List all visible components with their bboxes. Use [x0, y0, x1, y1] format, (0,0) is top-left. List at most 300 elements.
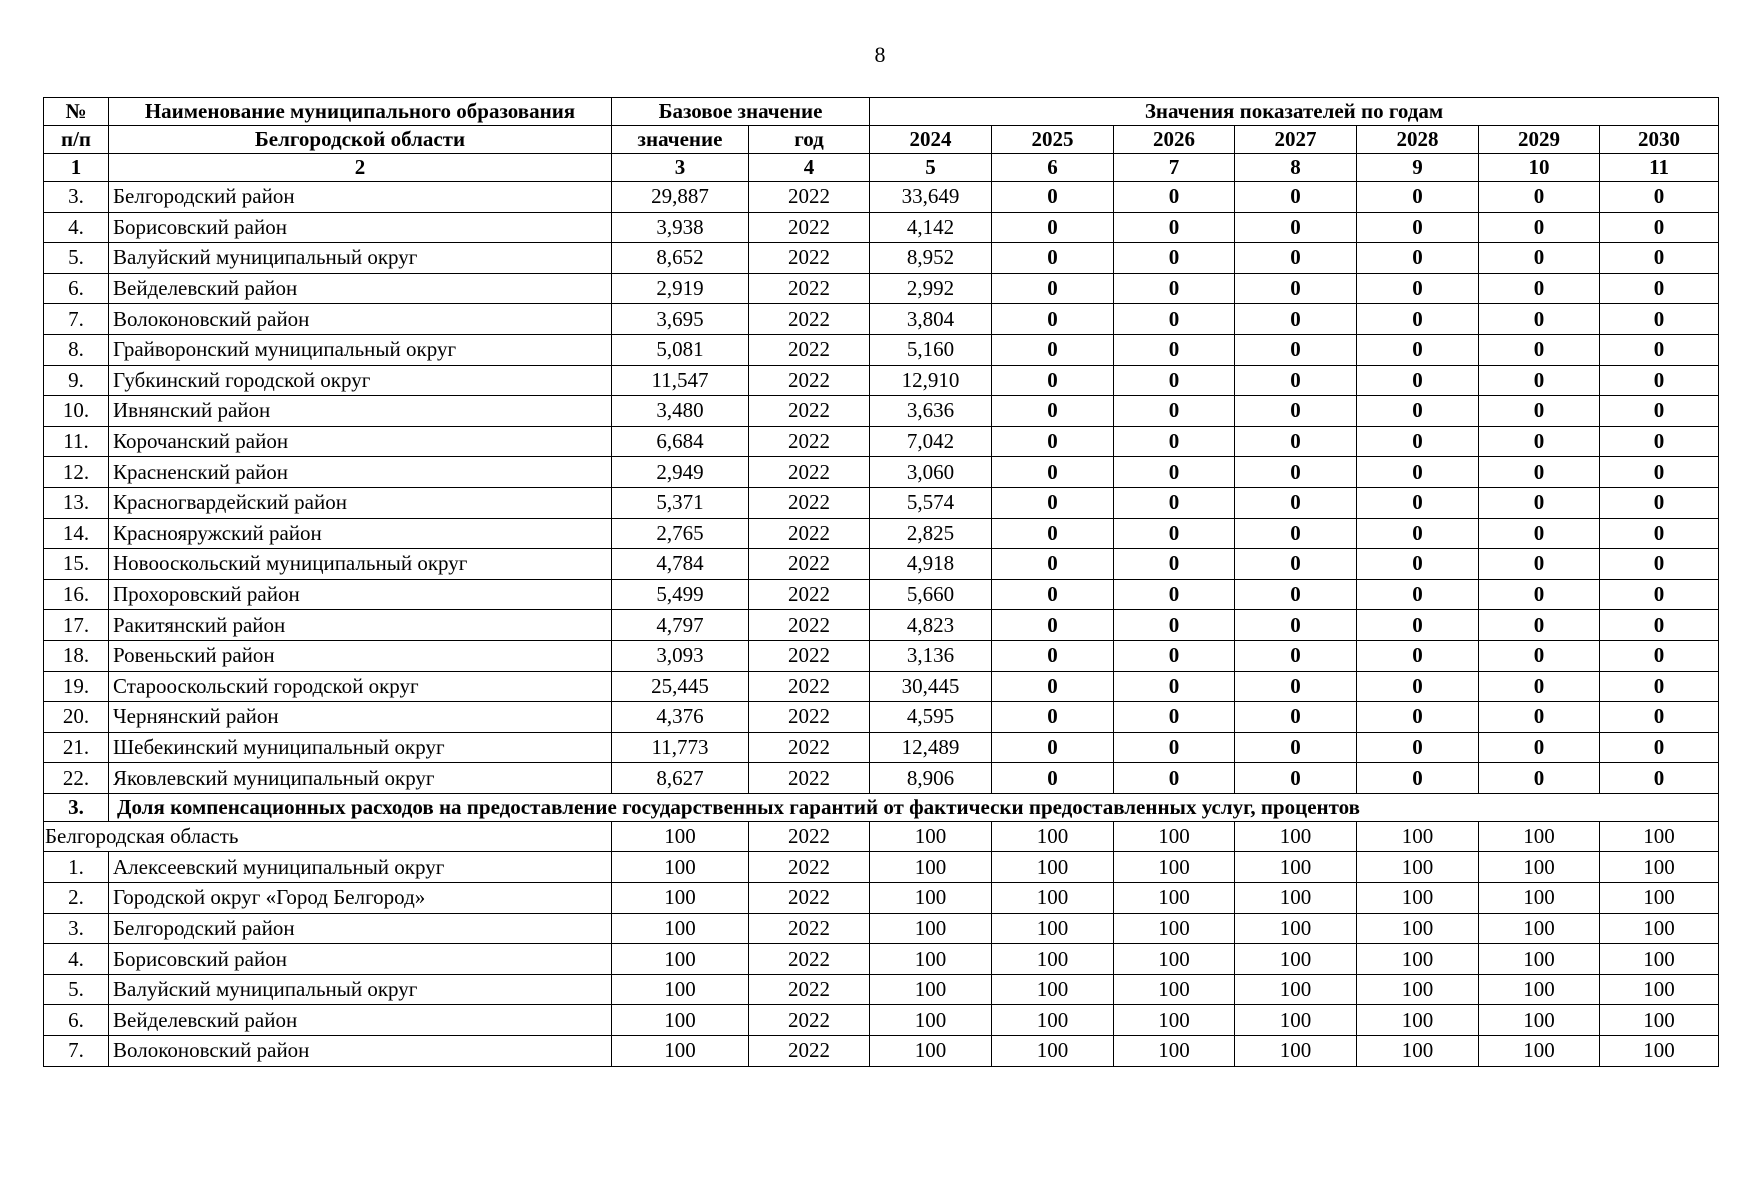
base-value: 3,093: [612, 640, 749, 671]
municipality-name: Краснояружский район: [109, 518, 612, 549]
base-year: 2022: [749, 457, 870, 488]
year-value: 8,906: [870, 763, 992, 794]
municipality-name: Городской округ «Город Белгород»: [109, 883, 612, 914]
year-value: 0: [1600, 365, 1719, 396]
base-value: 4,784: [612, 549, 749, 580]
year-value: 5,660: [870, 579, 992, 610]
year-value: 100: [1114, 913, 1235, 944]
year-value: 0: [1235, 334, 1357, 365]
year-value: 100: [870, 1005, 992, 1036]
year-value: 0: [1114, 212, 1235, 243]
base-year: 2022: [749, 610, 870, 641]
base-value: 6,684: [612, 426, 749, 457]
header-year: 2028: [1357, 126, 1479, 154]
table-header: [44, 98, 1719, 182]
year-value: 0: [1114, 487, 1235, 518]
year-value: 0: [1600, 334, 1719, 365]
base-value: 5,081: [612, 334, 749, 365]
municipality-name: Грайворонский муниципальный округ: [109, 334, 612, 365]
year-value: 0: [1235, 396, 1357, 427]
base-year: 2022: [749, 852, 870, 883]
row-number: 19.: [44, 671, 109, 702]
year-value: 0: [1235, 304, 1357, 335]
year-value: 0: [1114, 518, 1235, 549]
base-value: 4,376: [612, 702, 749, 733]
year-value: 100: [1357, 944, 1479, 975]
municipality-name: Белгородский район: [109, 182, 612, 213]
base-year: 2022: [749, 334, 870, 365]
year-value: 0: [1114, 549, 1235, 580]
year-value: 0: [1235, 243, 1357, 274]
column-number: 5: [870, 154, 992, 182]
base-year: 2022: [749, 1005, 870, 1036]
base-value: 29,887: [612, 182, 749, 213]
year-value: 2,992: [870, 273, 992, 304]
year-value: 0: [1600, 212, 1719, 243]
year-value: 100: [1357, 883, 1479, 914]
year-value: 100: [1600, 1005, 1719, 1036]
year-value: 0: [1479, 212, 1600, 243]
year-value: 0: [992, 182, 1114, 213]
year-value: 0: [1235, 763, 1357, 794]
year-value: 0: [992, 610, 1114, 641]
header-years-title: Значения показателей по годам: [870, 98, 1719, 126]
base-year: 2022: [749, 182, 870, 213]
year-value: 0: [1479, 640, 1600, 671]
year-value: 0: [1357, 610, 1479, 641]
base-value: 3,695: [612, 304, 749, 335]
table-row: [44, 243, 1719, 274]
year-value: 0: [1600, 426, 1719, 457]
municipality-name: Шебекинский муниципальный округ: [109, 732, 612, 763]
municipality-name: Прохоровский район: [109, 579, 612, 610]
table-row: [44, 1005, 1719, 1036]
base-year: 2022: [749, 671, 870, 702]
year-value: 100: [1114, 1005, 1235, 1036]
municipality-name: Старооскольский городской округ: [109, 671, 612, 702]
base-value: 8,627: [612, 763, 749, 794]
row-number: 12.: [44, 457, 109, 488]
year-value: 100: [1479, 974, 1600, 1005]
region-name: Белгородская область: [44, 821, 612, 852]
year-value: 0: [1357, 640, 1479, 671]
year-value: 100: [992, 974, 1114, 1005]
base-value: 11,773: [612, 732, 749, 763]
year-value: 0: [1114, 243, 1235, 274]
base-value: 5,371: [612, 487, 749, 518]
row-number: 6.: [44, 1005, 109, 1036]
year-value: 100: [1114, 883, 1235, 914]
base-value: 100: [612, 1036, 749, 1067]
year-value: 100: [1114, 944, 1235, 975]
base-year: 2022: [749, 579, 870, 610]
row-number: 13.: [44, 487, 109, 518]
base-value: 8,652: [612, 243, 749, 274]
year-value: 0: [992, 457, 1114, 488]
base-value: 100: [612, 944, 749, 975]
year-value: 2,825: [870, 518, 992, 549]
column-number: 2: [109, 154, 612, 182]
year-value: 0: [1600, 702, 1719, 733]
year-value: 0: [1114, 426, 1235, 457]
municipality-name: Вейделевский район: [109, 1005, 612, 1036]
indicator-table: [43, 97, 1719, 1067]
year-value: 100: [1357, 821, 1479, 852]
base-value: 3,938: [612, 212, 749, 243]
year-value: 100: [1479, 883, 1600, 914]
year-value: 100: [1357, 974, 1479, 1005]
municipality-name: Валуйский муниципальный округ: [109, 974, 612, 1005]
column-number: 1: [44, 154, 109, 182]
base-year: 2022: [749, 944, 870, 975]
municipality-name: Вейделевский район: [109, 273, 612, 304]
row-number: 7.: [44, 1036, 109, 1067]
year-value: 5,574: [870, 487, 992, 518]
year-value: 0: [1600, 640, 1719, 671]
row-number: 15.: [44, 549, 109, 580]
year-value: 0: [1479, 182, 1600, 213]
base-value: 100: [612, 852, 749, 883]
year-value: 100: [1479, 821, 1600, 852]
municipality-name: Губкинский городской округ: [109, 365, 612, 396]
year-value: 0: [992, 304, 1114, 335]
year-value: 3,136: [870, 640, 992, 671]
column-number: 4: [749, 154, 870, 182]
year-value: 0: [1600, 273, 1719, 304]
municipality-name: Красногвардейский район: [109, 487, 612, 518]
row-number: 3.: [44, 182, 109, 213]
section-number: 3.: [44, 793, 109, 821]
row-number: 2.: [44, 883, 109, 914]
base-year: 2022: [749, 913, 870, 944]
year-value: 0: [1357, 763, 1479, 794]
year-value: 0: [992, 396, 1114, 427]
year-value: 0: [1357, 334, 1479, 365]
year-value: 0: [1479, 396, 1600, 427]
base-year: 2022: [749, 1036, 870, 1067]
base-value: 3,480: [612, 396, 749, 427]
header-num-line2: п/п: [44, 126, 109, 154]
header-year: 2026: [1114, 126, 1235, 154]
year-value: 12,489: [870, 732, 992, 763]
header-name-line1: Наименование муниципального образования: [109, 98, 612, 126]
row-number: 14.: [44, 518, 109, 549]
base-year: 2022: [749, 549, 870, 580]
header-name-line2: Белгородской области: [109, 126, 612, 154]
year-value: 0: [1357, 671, 1479, 702]
year-value: 100: [992, 852, 1114, 883]
year-value: 8,952: [870, 243, 992, 274]
municipality-name: Яковлевский муниципальный округ: [109, 763, 612, 794]
year-value: 100: [1235, 1005, 1357, 1036]
year-value: 0: [1600, 610, 1719, 641]
year-value: 3,804: [870, 304, 992, 335]
row-number: 9.: [44, 365, 109, 396]
year-value: 0: [1235, 457, 1357, 488]
year-value: 100: [870, 944, 992, 975]
base-year: 2022: [749, 304, 870, 335]
base-year: 2022: [749, 732, 870, 763]
table-row: [44, 426, 1719, 457]
year-value: 0: [1114, 304, 1235, 335]
year-value: 0: [1600, 549, 1719, 580]
year-value: 100: [870, 1036, 992, 1067]
year-value: 0: [1479, 304, 1600, 335]
year-value: 100: [870, 974, 992, 1005]
base-year: 2022: [749, 518, 870, 549]
page-number: 8: [874, 42, 886, 67]
year-value: 0: [1600, 671, 1719, 702]
municipality-name: Корочанский район: [109, 426, 612, 457]
table-row: [44, 549, 1719, 580]
region-total-row: [44, 821, 1719, 852]
year-value: 0: [1600, 579, 1719, 610]
table-row: [44, 182, 1719, 213]
municipality-name: Борисовский район: [109, 212, 612, 243]
header-year: 2027: [1235, 126, 1357, 154]
row-number: 20.: [44, 702, 109, 733]
row-number: 18.: [44, 640, 109, 671]
table-row: [44, 671, 1719, 702]
year-value: 0: [1114, 732, 1235, 763]
year-value: 100: [1235, 944, 1357, 975]
year-value: 0: [1357, 579, 1479, 610]
year-value: 0: [1479, 334, 1600, 365]
year-value: 0: [1479, 273, 1600, 304]
base-year: 2022: [749, 763, 870, 794]
year-value: 0: [1479, 732, 1600, 763]
year-value: 100: [1600, 974, 1719, 1005]
year-value: 100: [1357, 913, 1479, 944]
base-value: 4,797: [612, 610, 749, 641]
year-value: 0: [1235, 702, 1357, 733]
table-row: [44, 334, 1719, 365]
base-year: 2022: [749, 640, 870, 671]
year-value: 4,918: [870, 549, 992, 580]
year-value: 100: [1235, 821, 1357, 852]
year-value: 100: [1479, 1005, 1600, 1036]
year-value: 0: [1357, 243, 1479, 274]
table-row: [44, 883, 1719, 914]
year-value: 0: [1235, 365, 1357, 396]
column-number: 9: [1357, 154, 1479, 182]
table-row: [44, 304, 1719, 335]
year-value: 100: [1114, 852, 1235, 883]
column-number: 3: [612, 154, 749, 182]
year-value: 100: [870, 821, 992, 852]
year-value: 0: [1114, 365, 1235, 396]
year-value: 0: [1114, 182, 1235, 213]
base-value: 5,499: [612, 579, 749, 610]
base-year: 2022: [749, 426, 870, 457]
year-value: 0: [1357, 732, 1479, 763]
year-value: 100: [1479, 913, 1600, 944]
year-value: 0: [1479, 365, 1600, 396]
year-value: 0: [992, 640, 1114, 671]
year-value: 4,142: [870, 212, 992, 243]
year-value: 0: [1235, 640, 1357, 671]
table-body-part1: [44, 182, 1719, 794]
year-value: 0: [1600, 304, 1719, 335]
year-value: 100: [1600, 1036, 1719, 1067]
base-value: 100: [612, 974, 749, 1005]
municipality-name: Белгородский район: [109, 913, 612, 944]
header-base-year: год: [749, 126, 870, 154]
header-year: 2025: [992, 126, 1114, 154]
year-value: 7,042: [870, 426, 992, 457]
row-number: 7.: [44, 304, 109, 335]
year-value: 100: [992, 944, 1114, 975]
row-number: 22.: [44, 763, 109, 794]
year-value: 0: [1114, 579, 1235, 610]
year-value: 0: [1479, 426, 1600, 457]
year-value: 0: [992, 365, 1114, 396]
year-value: 100: [992, 1036, 1114, 1067]
row-number: 11.: [44, 426, 109, 457]
table-row: [44, 365, 1719, 396]
base-value: 100: [612, 883, 749, 914]
year-value: 3,636: [870, 396, 992, 427]
year-value: 100: [992, 821, 1114, 852]
year-value: 0: [992, 671, 1114, 702]
year-value: 100: [1357, 1036, 1479, 1067]
year-value: 100: [1479, 1036, 1600, 1067]
table-row: [44, 732, 1719, 763]
year-value: 0: [992, 212, 1114, 243]
year-value: 4,595: [870, 702, 992, 733]
municipality-name: Ровеньский район: [109, 640, 612, 671]
year-value: 100: [1479, 944, 1600, 975]
year-value: 100: [1600, 821, 1719, 852]
year-value: 0: [1600, 518, 1719, 549]
year-value: 100: [1600, 883, 1719, 914]
year-value: 100: [1600, 852, 1719, 883]
year-value: 100: [1479, 852, 1600, 883]
year-value: 0: [1479, 243, 1600, 274]
year-value: 100: [992, 883, 1114, 914]
year-value: 100: [992, 913, 1114, 944]
section-3: [44, 793, 1719, 852]
column-number: 11: [1600, 154, 1719, 182]
municipality-name: Алексеевский муниципальный округ: [109, 852, 612, 883]
base-year: 2022: [749, 883, 870, 914]
row-number: 4.: [44, 944, 109, 975]
year-value: 100: [1600, 913, 1719, 944]
year-value: 0: [1235, 273, 1357, 304]
year-value: 33,649: [870, 182, 992, 213]
year-value: 0: [1114, 396, 1235, 427]
header-year: 2029: [1479, 126, 1600, 154]
table-row: [44, 702, 1719, 733]
header-base: Базовое значение: [612, 98, 870, 126]
year-value: 5,160: [870, 334, 992, 365]
table-row: [44, 212, 1719, 243]
year-value: 0: [1479, 549, 1600, 580]
row-number: 3.: [44, 913, 109, 944]
header-year: 2024: [870, 126, 992, 154]
year-value: 0: [1235, 518, 1357, 549]
year-value: 0: [1235, 549, 1357, 580]
year-value: 0: [1600, 487, 1719, 518]
year-value: 0: [1114, 457, 1235, 488]
municipality-name: Волоконовский район: [109, 304, 612, 335]
municipality-name: Ивнянский район: [109, 396, 612, 427]
base-value: 100: [612, 913, 749, 944]
base-value: 2,919: [612, 273, 749, 304]
table-row: [44, 944, 1719, 975]
row-number: 17.: [44, 610, 109, 641]
year-value: 100: [992, 1005, 1114, 1036]
year-value: 3,060: [870, 457, 992, 488]
base-value: 2,949: [612, 457, 749, 488]
base-year: 2022: [749, 365, 870, 396]
municipality-name: Новооскольский муниципальный округ: [109, 549, 612, 580]
column-number: 7: [1114, 154, 1235, 182]
year-value: 0: [1357, 304, 1479, 335]
year-value: 0: [1357, 396, 1479, 427]
year-value: 0: [1357, 487, 1479, 518]
year-value: 0: [992, 763, 1114, 794]
table-row: [44, 763, 1719, 794]
base-year: 2022: [749, 396, 870, 427]
row-number: 10.: [44, 396, 109, 427]
base-year: 2022: [749, 821, 870, 852]
section-header-row: [44, 793, 1719, 821]
municipality-name: Ракитянский район: [109, 610, 612, 641]
base-value: 11,547: [612, 365, 749, 396]
table-row: [44, 396, 1719, 427]
table-row: [44, 518, 1719, 549]
base-year: 2022: [749, 212, 870, 243]
year-value: 0: [1235, 426, 1357, 457]
year-value: 0: [1357, 273, 1479, 304]
base-value: 25,445: [612, 671, 749, 702]
year-value: 100: [1357, 852, 1479, 883]
header-base-value: значение: [612, 126, 749, 154]
year-value: 0: [1479, 671, 1600, 702]
year-value: 0: [1357, 702, 1479, 733]
year-value: 0: [1600, 763, 1719, 794]
table-row: [44, 610, 1719, 641]
year-value: 0: [1114, 610, 1235, 641]
year-value: 0: [1357, 549, 1479, 580]
year-value: 0: [992, 487, 1114, 518]
base-year: 2022: [749, 487, 870, 518]
year-value: 0: [1600, 182, 1719, 213]
year-value: 0: [1235, 212, 1357, 243]
year-value: 0: [1235, 732, 1357, 763]
year-value: 100: [1600, 944, 1719, 975]
year-value: 100: [1114, 821, 1235, 852]
year-value: 100: [1235, 913, 1357, 944]
row-number: 8.: [44, 334, 109, 365]
base-value: 100: [612, 1005, 749, 1036]
base-year: 2022: [749, 243, 870, 274]
header-year: 2030: [1600, 126, 1719, 154]
year-value: 0: [1479, 579, 1600, 610]
year-value: 0: [1357, 182, 1479, 213]
year-value: 0: [992, 579, 1114, 610]
year-value: 100: [870, 913, 992, 944]
year-value: 0: [1114, 640, 1235, 671]
municipality-name: Валуйский муниципальный округ: [109, 243, 612, 274]
table-row: [44, 457, 1719, 488]
year-value: 0: [992, 243, 1114, 274]
year-value: 12,910: [870, 365, 992, 396]
year-value: 0: [1479, 487, 1600, 518]
table-body-part2: [44, 852, 1719, 1066]
row-number: 21.: [44, 732, 109, 763]
